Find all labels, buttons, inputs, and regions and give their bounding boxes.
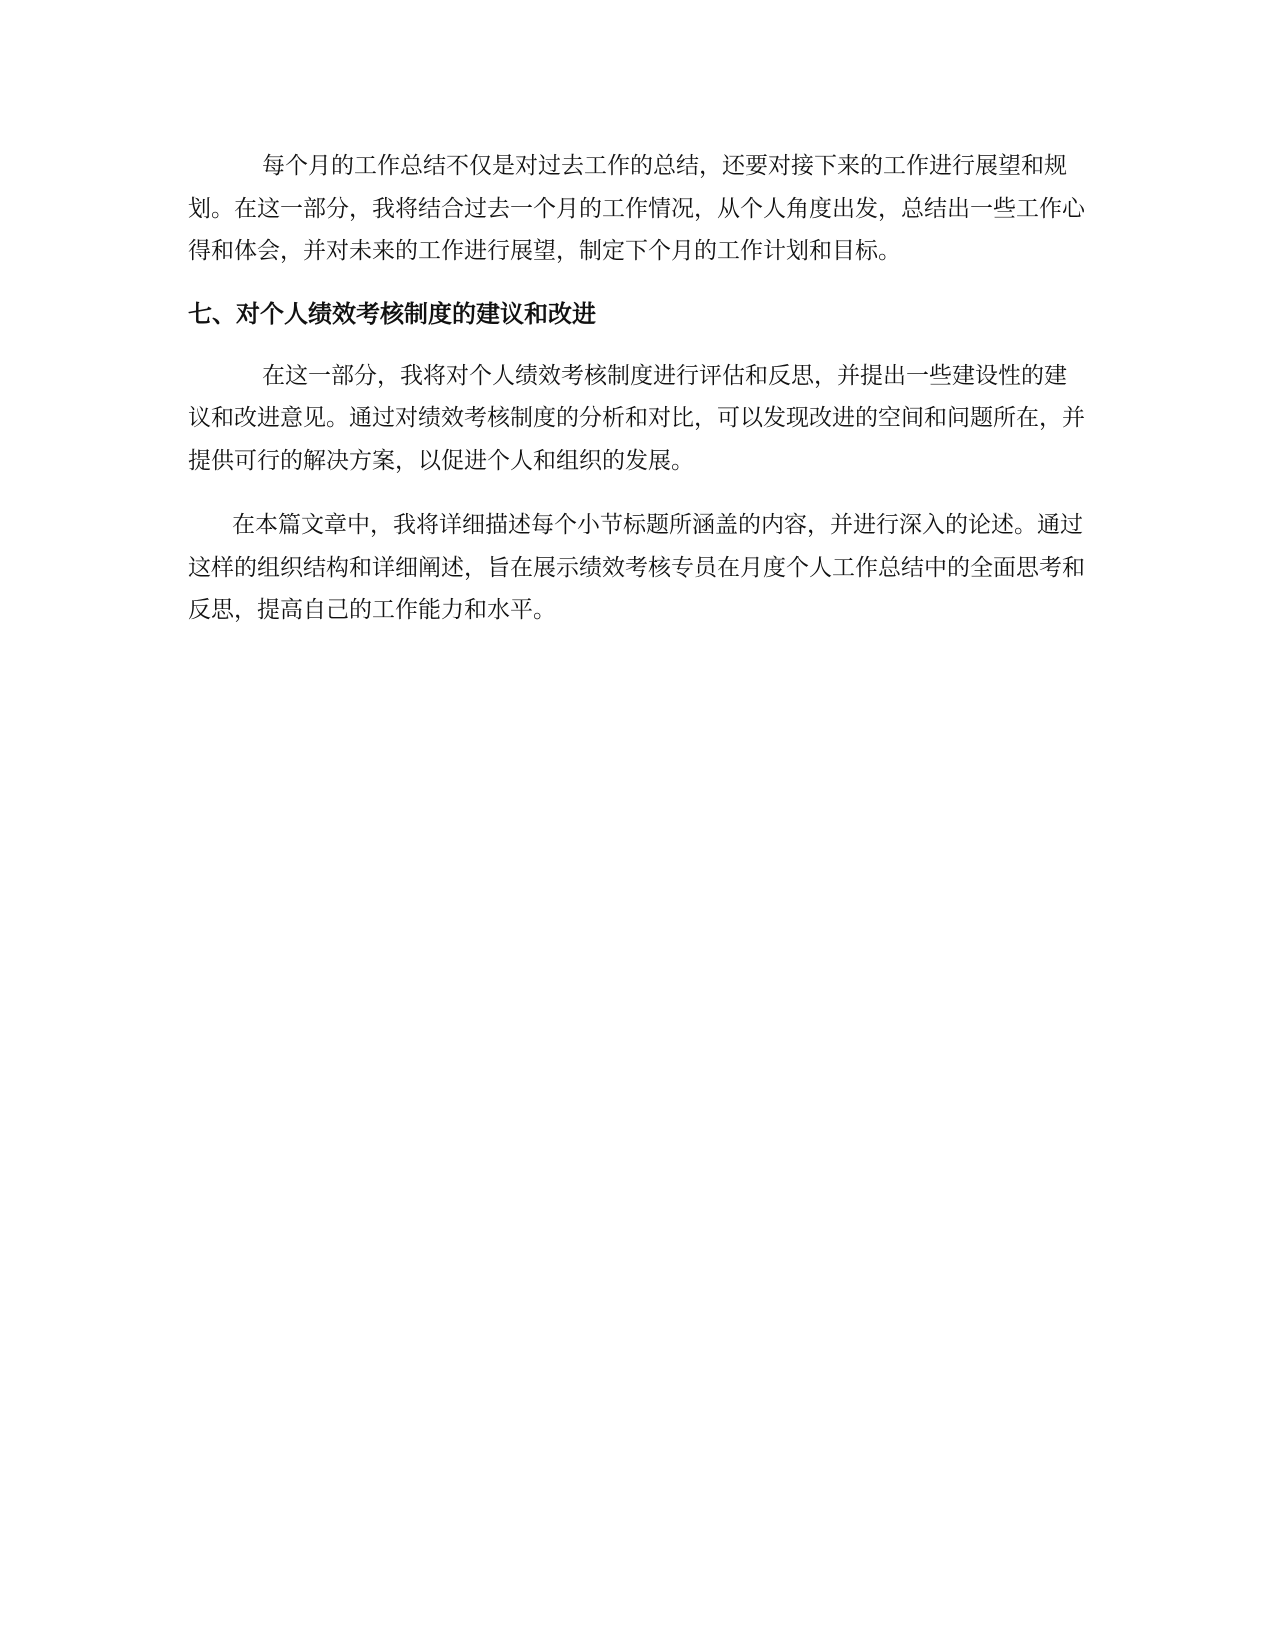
paragraph-appraisal-suggestions: 在这一部分，我将对个人绩效考核制度进行评估和反思，并提出一些建设性的建议和改进意见。通过对绩效考核制度的分析和对比，可以发现改进的空间和问题所在，并提供可行的解决方案，以促进个人和组织的发展。 — [188, 362, 1085, 474]
paragraph-article-overview: 在本篇文章中，我将详细描述每个小节标题所涵盖的内容，并进行深入的论述。通过这样的组织结构和详细阐述，旨在展示绩效考核专员在月度个人工作总结中的全面思考和反思，提高自己的工作能力和水平。 — [188, 512, 1085, 623]
document-body — [188, 145, 1088, 632]
section-heading-7: 七、对个人绩效考核制度的建议和改进 — [188, 299, 596, 328]
paragraph-monthly-summary: 每个月的工作总结不仅是对过去工作的总结，还要对接下来的工作进行展望和规划。在这一部分，我将结合过去一个月的工作情况，从个人角度出发，总结出一些工作心得和体会，并对未来的工作进行展望，制定下个月的工作计划和目标。 — [188, 153, 1085, 264]
